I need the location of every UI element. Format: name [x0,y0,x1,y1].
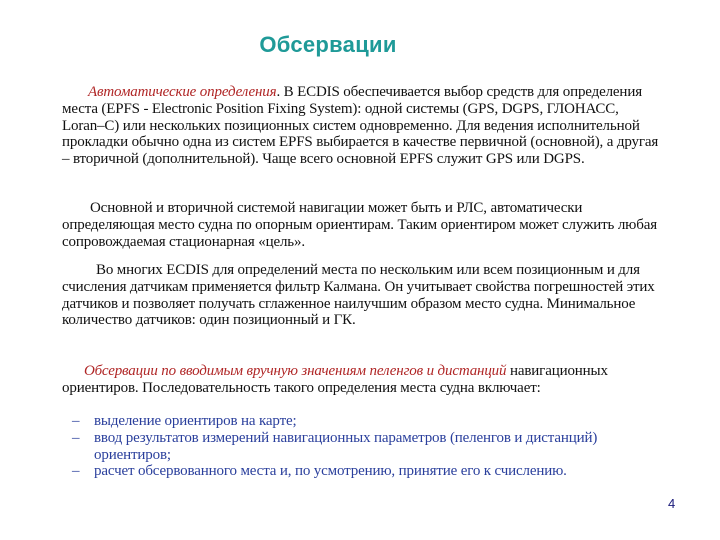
paragraph-automatic-fixes [62,84,662,168]
paragraph-kalman-filter: Во многих ECDIS для определений места по нескольким или всем позиционным и для счисления датчикам применяется фильтр Калмана. Он учитывает свойства погрешностей этих датчиков и позволяет получать сглаженное наилучшим образом место судна. Минимальное количество датчиков: один позиционный и ГК. [62,262,655,329]
procedure-list [62,413,662,480]
dash-bullet: – [72,463,80,480]
paragraph-manual-fixes [62,363,662,397]
paragraph-radar-navigation: Основной и вторичной системой навигации может быть и РЛС, автоматически определяющая место судна по опорным ориентирам. Таким ориентиром может служить любая сопровождаемая стационарная «цель». [62,200,657,250]
paragraph-lead-manual: Обсервации по вводимым вручную значениям пеленгов и дистанций [84,363,507,379]
list-item-text: ввод результатов измерений навигационных параметров (пеленгов и дистанций) ориентиров; [94,429,598,463]
list-item [62,463,662,480]
dash-bullet: – [72,429,80,446]
paragraph-lead-automatic: Автоматические определения [88,84,277,100]
list-item-text: выделение ориентиров на карте; [94,413,297,429]
slide-title: Обсервации [259,32,397,57]
dash-bullet: – [72,413,80,429]
list-item [62,413,662,430]
paragraph-body-manual: навигационных ориентиров. Последовательность такого определения места судна включает: [62,363,608,396]
list-item-text: расчет обсервованного места и, по усмотрению, принятие его к счислению. [94,463,567,480]
list-item [62,430,662,464]
page-number: 4 [668,496,676,511]
paragraph-body-automatic: . В ECDIS обеспечивается выбор средств для определения места (EPFS - Electronic Position Fixing System): одной системы (GPS, DGPS, ГЛОНАСС, Loran–C) или нескольких позиционных систем одновременно. Для ведения исполнительной прокладки обычно одна из систем EPFS выбирается в качестве первичной (основной), а другая – вторичной (дополнительной). Чаще всего основной EPFS служит GPS или DGPS. [62,84,659,168]
